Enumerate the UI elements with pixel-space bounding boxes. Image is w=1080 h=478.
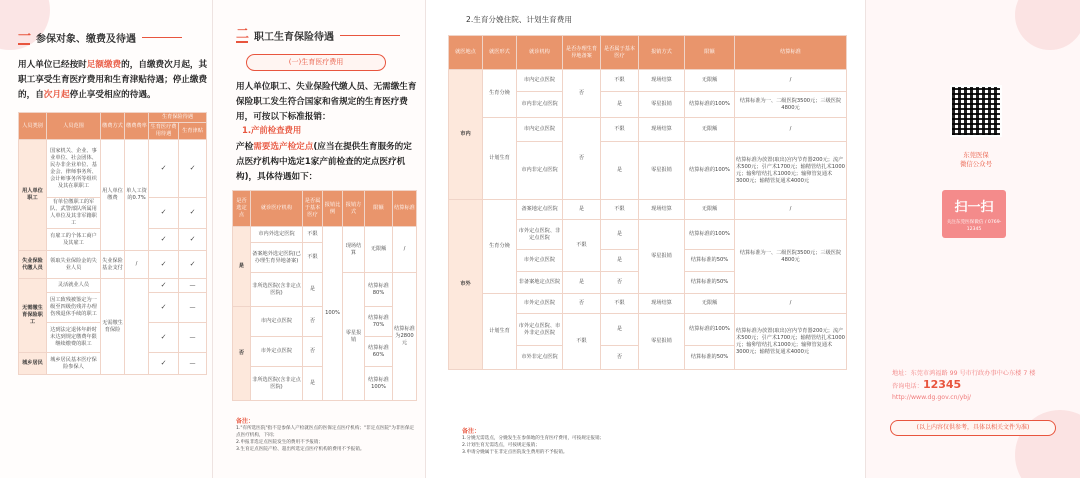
table-cell: 现场结算 bbox=[639, 118, 685, 142]
qr-pattern bbox=[952, 87, 1000, 135]
section1-heading bbox=[18, 30, 182, 45]
para-text-a: 产检 bbox=[236, 142, 254, 152]
section2-number: 二 bbox=[236, 26, 249, 42]
check-icon bbox=[149, 293, 179, 323]
qr-code[interactable] bbox=[950, 85, 1002, 137]
section1-paragraph bbox=[18, 58, 208, 103]
table-cell: 不限 bbox=[563, 314, 601, 370]
table-cell: 不限 bbox=[601, 118, 639, 142]
table-cell: 现场结算 bbox=[639, 294, 685, 314]
cell-no: 否 bbox=[233, 307, 251, 401]
cell-plan: 计划生育 bbox=[483, 294, 517, 370]
table-cell: 结算标准100% bbox=[365, 367, 393, 401]
table-cell: 结算标准为2800元 bbox=[393, 273, 417, 401]
dash-icon bbox=[179, 353, 207, 375]
note-item: 1.分娩无需选点，分娩发生在参保地的生育医疗费用，可按规定报销； bbox=[462, 436, 605, 441]
th-selected: 是否选定点 bbox=[233, 191, 251, 227]
check-icon bbox=[149, 229, 179, 251]
th-institution: 就诊医疗机构 bbox=[251, 191, 303, 227]
table-cell: 零星报销 bbox=[343, 273, 365, 401]
subsection-1-title: 1.产前检查费用 bbox=[242, 125, 302, 135]
table-cell: 100% bbox=[323, 227, 343, 401]
para-text-b: (应当在提供生育服务的定点医疗机构中选定1家产前检查的定点医疗机构)，具体待遇如下： bbox=[236, 142, 412, 182]
section3-title: 2.生育分娩住院、计划生育费用 bbox=[466, 15, 572, 24]
table-cell: 市内外选定医院 bbox=[251, 227, 303, 243]
th-method: 缴费方式 bbox=[101, 113, 125, 140]
table-cell: 市内非定点医院 bbox=[517, 92, 563, 118]
section2-rule bbox=[340, 35, 400, 36]
prenatal-table bbox=[232, 190, 417, 401]
check-icon bbox=[149, 198, 179, 229]
table-cell: 现场结算 bbox=[343, 227, 365, 273]
table-cell: 无限额 bbox=[685, 70, 735, 92]
table-cell: 有雇工的个体工商户及其雇工 bbox=[47, 229, 101, 251]
contact-url[interactable]: http://www.dg.gov.cn/ybj/ bbox=[892, 394, 972, 401]
cell-birth: 生育分娩 bbox=[483, 70, 517, 118]
subsection-1-paragraph bbox=[236, 140, 418, 185]
table-cell: 领取失业保险金的失业人员 bbox=[47, 251, 101, 279]
th-method: 报销方式 bbox=[343, 191, 365, 227]
table-cell: 非所选医院(含非定点医院) bbox=[251, 367, 303, 401]
table-cell: 是 bbox=[601, 250, 639, 272]
th-ratio: 报销比例 bbox=[323, 191, 343, 227]
table-cell: 有单位缴职工的军队、武警部队所属用人单位及其非军籍职工 bbox=[47, 198, 101, 229]
table-cell: 零星报销 bbox=[639, 220, 685, 294]
table-cell: 结算标准的100% bbox=[685, 220, 735, 250]
table-cell: / bbox=[735, 200, 847, 220]
th-category: 人员类别 bbox=[19, 113, 47, 140]
table-cell: 不限 bbox=[563, 220, 601, 272]
phone-label: 咨询电话： bbox=[892, 383, 923, 390]
table-cell: 结算标准80% bbox=[365, 273, 393, 307]
table-cell: 失业保险基金支付 bbox=[101, 251, 125, 279]
table-cell: 达到法定退休年龄时未达到规定缴费年限继续缴费的职工 bbox=[47, 323, 101, 353]
table-cell: 结算标准为放置(取出)宫内节育器200元；流产术500元；引产术1700元；输精管结扎术1000元；输卵管结扎术1000元；输卵管复通术3000元；输精管复通术4000元 bbox=[735, 142, 847, 200]
table-cell: 无限额 bbox=[685, 294, 735, 314]
table-cell: 是 bbox=[601, 92, 639, 118]
para-highlight-1: 足额缴费 bbox=[86, 60, 122, 70]
section2-heading bbox=[236, 28, 400, 43]
table-cell: / bbox=[735, 70, 847, 92]
table-cell: 无限额 bbox=[365, 227, 393, 273]
para-text-a: 用人单位已经按时 bbox=[18, 60, 87, 70]
table-cell: 市外定点医院、非定点医院 bbox=[517, 220, 563, 250]
table-cell: 不限 bbox=[601, 70, 639, 92]
table-cell: 是 bbox=[303, 273, 323, 307]
table-cell: 是 bbox=[303, 367, 323, 401]
table-cell: 市外定点医院、市外非定点医院 bbox=[517, 314, 563, 346]
table-cell: 市外定点医院 bbox=[517, 250, 563, 272]
table-cell: 现场结算 bbox=[639, 70, 685, 92]
scan-subtitle: 关注东莞医保微信 / 0769-12345 bbox=[946, 220, 1002, 232]
fold-line bbox=[865, 0, 866, 478]
th-filing: 是否办理生育异地备案 bbox=[563, 36, 601, 70]
th-rate: 缴费费率 bbox=[125, 113, 149, 140]
section3-notes bbox=[462, 428, 822, 456]
table-cell bbox=[125, 279, 149, 375]
table-cell: 结算标准的100% bbox=[685, 142, 735, 200]
table-cell: 单人工资的0.7% bbox=[125, 140, 149, 251]
table-cell: 零星报销 bbox=[639, 142, 685, 200]
note-item: 3.生育定点医院产检、超出所选定点医疗机构的费用不予报销。 bbox=[236, 447, 365, 452]
table-cell: 市内定点医院 bbox=[517, 70, 563, 92]
th-method: 报销方式 bbox=[639, 36, 685, 70]
qr-caption-line: 东莞医保 bbox=[963, 151, 989, 159]
table-cell: 用人单位缴费 bbox=[101, 140, 125, 251]
th-form: 就医形式 bbox=[483, 36, 517, 70]
th-standard: 结算标准 bbox=[735, 36, 847, 70]
table-cell: 市外非定点医院 bbox=[517, 346, 563, 370]
cell-outer: 市外 bbox=[449, 200, 483, 370]
table-cell: 不限 bbox=[303, 243, 323, 273]
table-cell: 否 bbox=[601, 346, 639, 370]
decor-circle bbox=[1015, 0, 1080, 50]
table-cell: 否 bbox=[563, 118, 601, 200]
check-icon bbox=[149, 279, 179, 293]
para-highlight: 需要选产检定点 bbox=[253, 142, 314, 152]
th-basic: 是否属于基本医疗 bbox=[601, 36, 639, 70]
fold-line bbox=[212, 0, 213, 478]
group-employee: 用人单位职工 bbox=[19, 140, 47, 251]
th-limit: 限额 bbox=[685, 36, 735, 70]
table-cell: 不限 bbox=[601, 294, 639, 314]
table-cell: 市内非定点医院 bbox=[517, 142, 563, 200]
table-cell: / bbox=[125, 251, 149, 279]
table-cell: 灵活就业人员 bbox=[47, 279, 101, 293]
table-cell: 非所选医院(含非定点医院) bbox=[251, 273, 303, 307]
table-cell: 是 bbox=[601, 142, 639, 200]
scan-title: 扫一扫 bbox=[954, 200, 994, 215]
th-basic: 是否属于基本医疗 bbox=[303, 191, 323, 227]
th-medical: 生育医疗费用待遇 bbox=[149, 123, 179, 140]
group-resident: 城乡居民 bbox=[19, 353, 47, 375]
cell-birth: 生育分娩 bbox=[483, 200, 517, 294]
childbirth-table bbox=[448, 35, 847, 370]
table-cell: 结算标准为一、二级医院3500元；三级医院4800元 bbox=[735, 220, 847, 294]
table-cell: 不限 bbox=[601, 200, 639, 220]
table-cell: 因工致残被鉴定为一级至四级伤残并办理伤残退休手续的职工 bbox=[47, 293, 101, 323]
table-cell: 市内定点医院 bbox=[251, 307, 303, 337]
section1-number: 一 bbox=[18, 28, 31, 44]
check-icon bbox=[179, 140, 207, 198]
table-cell: 是 bbox=[601, 314, 639, 346]
section1-rule bbox=[142, 37, 182, 38]
qr-caption bbox=[940, 150, 1012, 168]
contact-address: 地址：东莞市鸿福路 99 号市行政办事中心东楼 7 楼 bbox=[892, 370, 1036, 377]
table-cell: 非备案地定点医院 bbox=[517, 272, 563, 294]
table-cell: 零星报销 bbox=[639, 314, 685, 370]
table-cell: 市外定点医院 bbox=[251, 337, 303, 367]
th-institution: 就诊机构 bbox=[517, 36, 563, 70]
table-cell: 结算标准的100% bbox=[685, 92, 735, 118]
para-text-c: 停止享受相应的待遇。 bbox=[69, 90, 156, 100]
note-item: 2.计划生育无需选点，可按规定报销； bbox=[462, 443, 540, 448]
table-cell: 结算标准为一、二级医院3500元；三级医院4800元 bbox=[735, 92, 847, 118]
phone-number[interactable]: 12345 bbox=[922, 378, 962, 391]
check-icon bbox=[149, 323, 179, 353]
fold-line bbox=[425, 0, 426, 478]
check-icon bbox=[179, 229, 207, 251]
notes-title: 备注： bbox=[236, 418, 255, 425]
dash-icon bbox=[179, 293, 207, 323]
dash-icon bbox=[179, 279, 207, 293]
table-cell: 结算标准为放置(取出)宫内节育器200元；流产术500元；引产术1700元；输精管结扎术1000元；输卵管结扎术1000元；输卵管复通术3000元；输精管复通术4000元 bbox=[735, 314, 847, 370]
table-cell: 是 bbox=[563, 272, 601, 294]
table-cell: 否 bbox=[563, 70, 601, 118]
section2-notes bbox=[236, 418, 416, 453]
check-icon bbox=[179, 198, 207, 229]
contact-phone-line bbox=[892, 379, 1068, 392]
contact-block bbox=[892, 368, 1068, 403]
table-cell: 结算标准70% bbox=[365, 307, 393, 337]
section1-title: 参保对象、缴费及待遇 bbox=[36, 34, 137, 45]
th-limit: 限额 bbox=[365, 191, 393, 227]
table-cell: 是 bbox=[601, 220, 639, 250]
cell-yes: 是 bbox=[233, 227, 251, 307]
group-exempt: 无需缴生育保险职工 bbox=[19, 279, 47, 353]
notes-title: 备注： bbox=[462, 428, 481, 435]
table-cell: / bbox=[735, 118, 847, 142]
para-highlight-2: 次月起 bbox=[43, 90, 70, 100]
table-cell: 结算标准60% bbox=[365, 337, 393, 367]
note-item: 1."有所选医院"指不是参保人产检就医点的医保定点医疗机构；"非定点医院"为非医保定点医疗机构，下同； bbox=[236, 426, 415, 438]
table-cell: 否 bbox=[601, 272, 639, 294]
table-cell: / bbox=[393, 227, 417, 273]
note-item: 2.申报非选定点医院发生的费用不予报销； bbox=[236, 440, 324, 445]
table-cell: 否 bbox=[303, 307, 323, 337]
table-cell: 备案地定点医院 bbox=[517, 200, 563, 220]
panel-back-cover bbox=[865, 0, 1080, 478]
table-cell: 无限额 bbox=[685, 200, 735, 220]
check-icon bbox=[149, 251, 179, 279]
table-cell: 否 bbox=[563, 294, 601, 314]
table-cell: 是 bbox=[563, 200, 601, 220]
cell-city: 市内 bbox=[449, 70, 483, 200]
check-icon bbox=[149, 353, 179, 375]
check-icon bbox=[179, 251, 207, 279]
table-cell: 市外定点医院 bbox=[517, 294, 563, 314]
th-location: 就医地点 bbox=[449, 36, 483, 70]
table-cell: 结算标准的50% bbox=[685, 346, 735, 370]
th-benefit: 生育保险待遇 bbox=[149, 113, 207, 123]
disclaimer-pill: (以上内容仅供参考，具体以相关文件为准) bbox=[890, 420, 1056, 436]
table-cell: 无限额 bbox=[685, 118, 735, 142]
table-cell: 否 bbox=[303, 337, 323, 367]
table-cell: / bbox=[735, 294, 847, 314]
table-cell: 现场结算 bbox=[639, 200, 685, 220]
table-cell: 城乡居民基本医疗保险参保人 bbox=[47, 353, 101, 375]
para-text-b: 的，自缴费次月起，其职工享受生育医疗费用和生育津贴待遇；停止缴费的，自 bbox=[18, 60, 208, 100]
dash-icon bbox=[179, 323, 207, 353]
table-cell: 国家机关、企业、事业单位、社会团体、民办非企业单位、基金会、律师事务所、会计师事务所等组织及其在职职工 bbox=[47, 140, 101, 198]
table-cell: 不限 bbox=[303, 227, 323, 243]
table-cell: 结算标准的50% bbox=[685, 250, 735, 272]
table-cell: 结算标准的100% bbox=[685, 314, 735, 346]
group-unemployed: 失业保险代缴人员 bbox=[19, 251, 47, 279]
eligibility-table bbox=[18, 112, 207, 375]
table-cell: 零星报销 bbox=[639, 92, 685, 118]
qr-caption-line: 微信公众号 bbox=[960, 160, 992, 168]
table-cell: 无需缴生育保险 bbox=[101, 279, 125, 375]
th-standard: 结算标准 bbox=[393, 191, 417, 227]
table-cell: 结算标准的50% bbox=[685, 272, 735, 294]
subsection-pill: (一)生育医疗费用 bbox=[246, 54, 386, 71]
scan-box bbox=[942, 190, 1006, 238]
table-cell: 备案地外选定医院(已办理生育异地备案) bbox=[251, 243, 303, 273]
table-cell: 市内定点医院 bbox=[517, 118, 563, 142]
check-icon bbox=[149, 140, 179, 198]
section2-title: 职工生育保险待遇 bbox=[254, 32, 335, 43]
cell-plan: 计划生育 bbox=[483, 118, 517, 200]
th-allowance: 生育津贴 bbox=[179, 123, 207, 140]
th-scope: 人员范围 bbox=[47, 113, 101, 140]
note-item: 3.申请分娩属于在非定点医院发生费用的不予报销。 bbox=[462, 450, 568, 455]
section2-paragraph: 用人单位职工、失业保险代缴人员、无需缴生育保险职工发生符合国家和省规定的生育医疗费用，可按以下标准报销： bbox=[236, 82, 417, 122]
